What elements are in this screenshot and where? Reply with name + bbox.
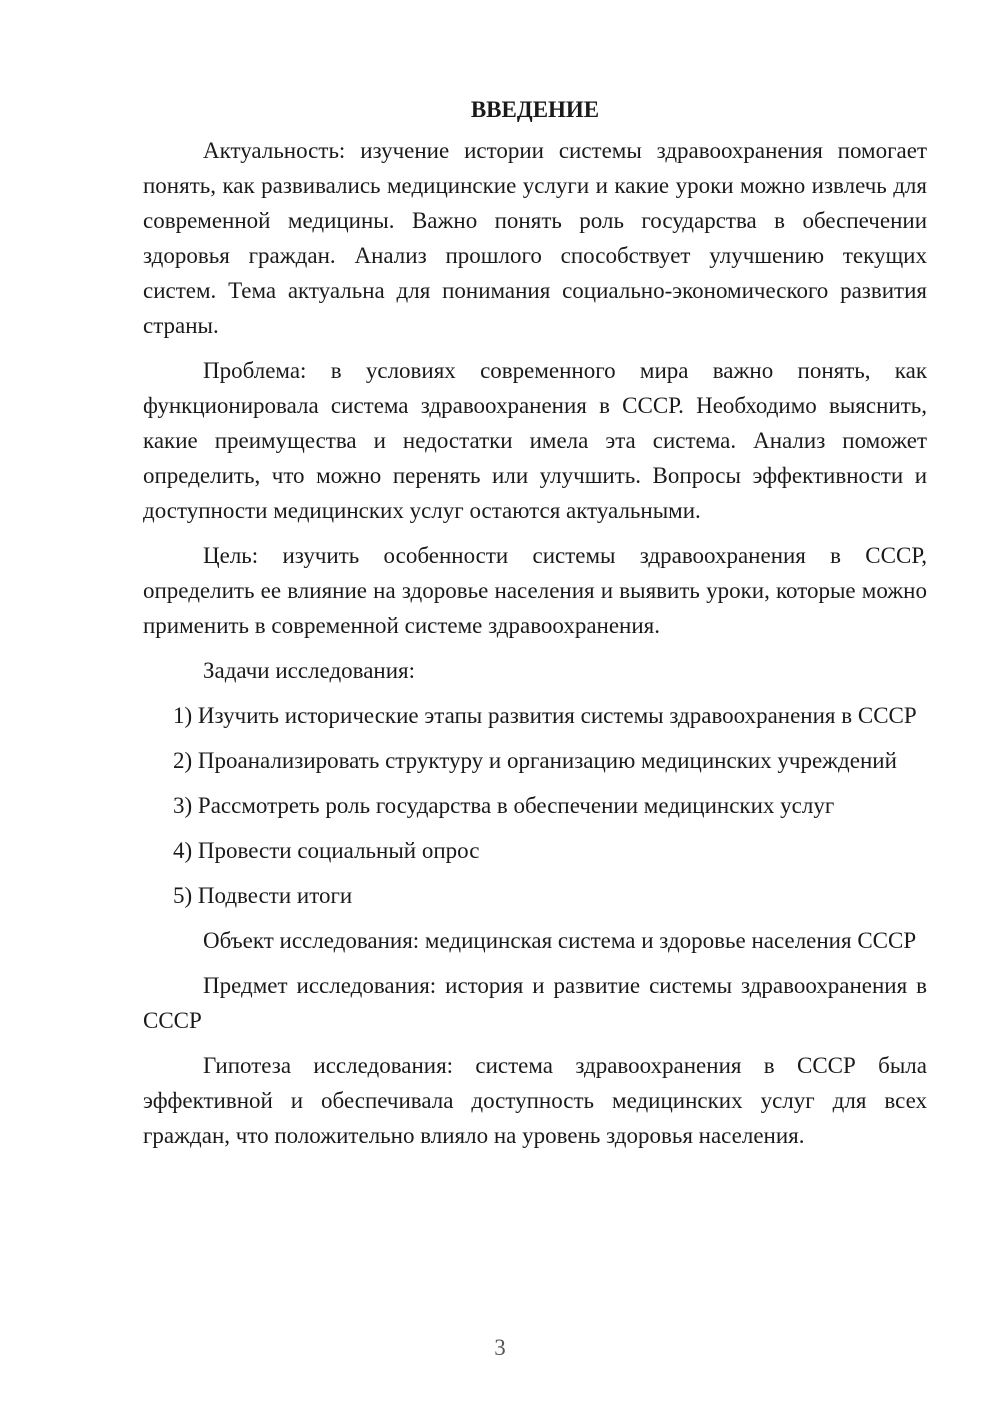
relevance-paragraph: Актуальность: изучение истории системы здравоохранения помогает понять, как развивались медицинские услуги и какие уроки можно извлечь для современной медицины. Важно понять роль государства в обеспечении здоровья граждан. Анализ прошлого способствует улучшению текущих систем. Тема актуальна для понимания социально-экономического развития страны. <box>143 138 927 338</box>
section-title: ВВЕДЕНИЕ <box>470 97 600 122</box>
subject-paragraph: Предмет исследования: история и развитие системы здравоохранения в СССР <box>143 973 927 1033</box>
hypothesis-paragraph: Гипотеза исследования: система здравоохранения в СССР была эффективной и обеспечивала доступность медицинских услуг для всех граждан, что положительно влияло на уровень здоровья населения. <box>143 1053 927 1148</box>
task-item: 3) Рассмотреть роль государства в обеспечении медицинских услуг <box>173 793 835 818</box>
document-page <box>143 92 927 1163</box>
problem-paragraph: Проблема: в условиях современного мира важно понять, как функционировала система здравоохранения в СССР. Необходимо выяснить, какие преимущества и недостатки имела эта система. Анализ поможет определить, что можно перенять или улучшить. Вопросы эффективности и доступности медицинских услуг остаются актуальными. <box>143 358 927 523</box>
tasks-heading: Задачи исследования: <box>203 658 416 683</box>
page-number: 3 <box>494 1335 506 1360</box>
task-item: 2) Проанализировать структуру и организацию медицинских учреждений <box>173 748 897 773</box>
object-paragraph: Объект исследования: медицинская система и здоровье населения СССР <box>203 928 917 953</box>
task-item: 5) Подвести итоги <box>173 883 353 908</box>
task-item: 4) Провести социальный опрос <box>173 838 480 863</box>
goal-paragraph: Цель: изучить особенности системы здравоохранения в СССР, определить ее влияние на здоровье населения и выявить уроки, которые можно применить в современной системе здравоохранения. <box>143 543 927 638</box>
task-item: 1) Изучить исторические этапы развития системы здравоохранения в СССР <box>173 703 917 728</box>
